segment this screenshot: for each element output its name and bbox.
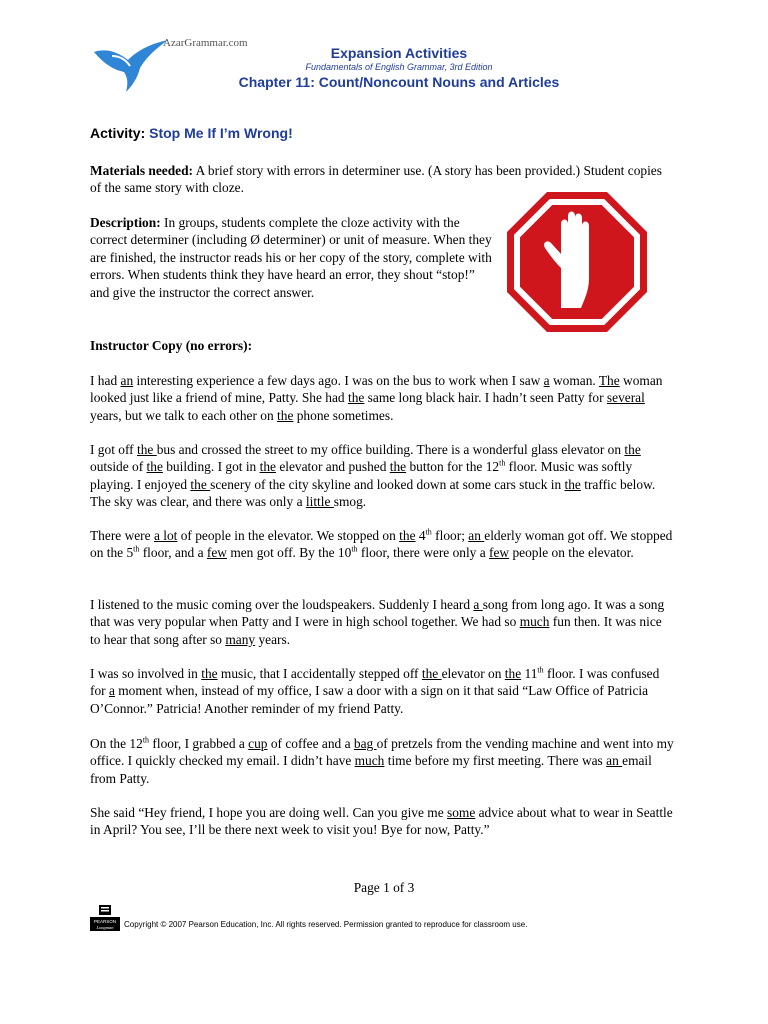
determiner-answer: the <box>137 442 157 457</box>
story-paragraph-4 <box>90 596 674 648</box>
story-text: scenery of the city skyline and looked down at some cars stuck in <box>210 476 565 492</box>
story-text: years, but we talk to each other on <box>90 407 278 423</box>
story-paragraph-6 <box>90 735 674 787</box>
determiner-answer: the <box>624 442 641 457</box>
story-text: floor, I grabbed a <box>149 736 249 751</box>
chapter-title: Chapter 11: Count/Noncount Nouns and Articles <box>238 74 560 90</box>
activity-heading <box>90 125 293 141</box>
determiner-answer: a <box>108 683 115 699</box>
story-text: phone sometimes. <box>293 407 394 423</box>
determiner-answer: the <box>277 407 294 423</box>
story-text: people on the elevator. <box>509 545 634 561</box>
story-text: floor, and a <box>139 545 207 561</box>
story-text: elderly woman got off. We stopped on the 5 <box>90 528 673 561</box>
ordinal-suffix: th <box>499 458 506 468</box>
story-text: I was so involved in <box>90 666 202 681</box>
determiner-answer: several <box>606 390 645 406</box>
pearson-logo-icon <box>90 905 120 931</box>
story-paragraph-3 <box>90 527 674 562</box>
story-text: advice about what to wear in Seattle in April? You see, I’ll be there next week to visit you! Bye for now, Patty.” <box>90 805 673 838</box>
story-text: smog. <box>333 494 367 510</box>
determiner-answer: an <box>120 373 134 388</box>
determiner-answer: the <box>190 476 211 492</box>
instructor-copy-heading: Instructor Copy (no errors): <box>90 338 253 353</box>
activity-name: Stop Me If I’m Wrong! <box>149 125 293 141</box>
ordinal-suffix: th <box>537 665 544 675</box>
story-text: I listened to the music coming over the loudspeakers. Suddenly I heard <box>90 597 474 612</box>
story-text: of pretzels from the vending machine and went into my office. I quickly checked my email. I didn’t have <box>90 736 674 769</box>
determiner-answer: the <box>564 476 581 492</box>
determiner-answer: an <box>606 753 623 769</box>
determiner-answer: few <box>489 545 510 561</box>
determiner-answer: a lot <box>153 528 178 543</box>
determiner-answer: little <box>305 494 334 510</box>
determiner-answer: many <box>225 631 256 647</box>
story-text: elevator and pushed <box>275 459 390 475</box>
longman-logo-text: Longman <box>96 925 114 930</box>
activity-label: Activity: <box>90 125 146 141</box>
determiner-answer: the <box>421 666 442 681</box>
description-text: In groups, students complete the cloze activity with the correct determiner (including Ø determiner) or unit of measure. When they are finished, the instructor reads his or her copy of the story, complete with errors. When students think they have heard an error, they shout “stop!” and give the instructor the correct answer. <box>90 215 492 300</box>
ordinal-suffix: th <box>142 735 150 745</box>
determiner-answer: a <box>473 597 483 612</box>
story-text: moment when, instead of my office, I saw a door with a sign on it that said “Law Office of Patricia O’Connor.” Patricia! Another reminder of my friend Patty. <box>90 683 649 716</box>
copyright-notice: Copyright © 2007 Pearson Education, Inc. All rights reserved. Permission granted to reproduce for classroom use. <box>124 920 528 929</box>
ordinal-suffix: th <box>351 544 358 554</box>
pearson-logo-text: PEARSON <box>93 919 117 924</box>
page-number: Page 1 of 3 <box>353 880 415 895</box>
story-paragraph-2 <box>90 441 674 511</box>
story-text: of coffee and a <box>267 736 354 751</box>
determiner-answer: some <box>447 805 476 820</box>
story-text: of people in the elevator. We stopped on <box>177 528 400 543</box>
determiner-answer: bag <box>353 736 377 751</box>
determiner-answer: the <box>389 459 407 475</box>
story-text: building. I got in <box>162 459 260 475</box>
story-text: floor. Music was softly playing. I enjoyed <box>90 459 633 492</box>
story-text: fun then. It was nice to hear that song after so <box>90 614 662 647</box>
story-text: I got off <box>90 442 137 457</box>
determiner-answer: the <box>201 666 218 681</box>
story-text: email from Patty. <box>90 753 652 786</box>
story-text: I had <box>90 373 121 388</box>
story-text: time before my first meeting. There was <box>384 753 607 769</box>
story-text: 4 <box>415 528 426 543</box>
ordinal-suffix: th <box>133 544 140 554</box>
story-text: woman. <box>549 373 599 388</box>
story-text: bus and crossed the street to my office building. There is a wonderful glass elevator on <box>156 442 625 457</box>
story-paragraph-7 <box>90 804 674 839</box>
book-subtitle: Fundamentals of English Grammar, 3rd Edition <box>305 62 493 72</box>
story-paragraph-1 <box>90 372 674 424</box>
determiner-answer: the <box>399 528 416 543</box>
determiner-answer: cup <box>248 736 268 751</box>
determiner-answer: The <box>598 373 620 388</box>
site-name: AzarGrammar.com <box>163 37 248 49</box>
ordinal-suffix: th <box>425 527 432 537</box>
story-text: floor; <box>431 528 469 543</box>
page-title: Expansion Activities <box>330 45 468 61</box>
story-text: floor. I was confused for <box>90 666 660 699</box>
determiner-answer: much <box>519 614 550 630</box>
materials-text: A brief story with errors in determiner use. (A story has been provided.) Student copies of the same story with cloze. <box>90 163 662 196</box>
story-text: song from long ago. It was a song that was very popular when Patty and I were in high school together. We had so <box>90 597 665 630</box>
story-paragraph-5 <box>90 665 674 717</box>
description-paragraph <box>90 214 495 301</box>
story-text: 11 <box>521 666 538 681</box>
determiner-answer: an <box>468 528 485 543</box>
story-text: button for the 12 <box>406 459 500 475</box>
story-text: woman looked just like a friend of mine, Patty. She had <box>90 373 663 406</box>
story-text: She said “Hey friend, I hope you are doing well. Can you give me <box>90 805 447 820</box>
story-text: outside of <box>90 459 147 475</box>
story-text: men got off. By the 10 <box>226 545 352 561</box>
determiner-answer: the <box>347 390 365 406</box>
determiner-answer: the <box>146 459 163 475</box>
determiner-answer: much <box>354 753 385 769</box>
stop-sign-hand-icon <box>505 190 649 334</box>
description-label: Description: <box>90 215 161 230</box>
determiner-answer: few <box>206 545 227 561</box>
story-text: interesting experience a few days ago. I was on the bus to work when I saw <box>133 373 544 388</box>
story-text: There were <box>90 528 154 543</box>
story-text: traffic below. The sky was clear, and there was only a <box>90 476 656 510</box>
determiner-answer: the <box>504 666 522 681</box>
determiner-answer: the <box>259 459 276 475</box>
materials-label: Materials needed: <box>90 163 194 178</box>
story-text: On the 12 <box>90 736 143 751</box>
story-text: elevator on <box>441 666 505 681</box>
story-text: music, that I accidentally stepped off <box>217 666 422 681</box>
determiner-answer: a <box>543 373 550 388</box>
story-text: floor, there were only a <box>357 545 490 561</box>
story-text: same long black hair. I hadn’t seen Patty for <box>364 390 607 406</box>
story-text: years. <box>255 631 291 647</box>
